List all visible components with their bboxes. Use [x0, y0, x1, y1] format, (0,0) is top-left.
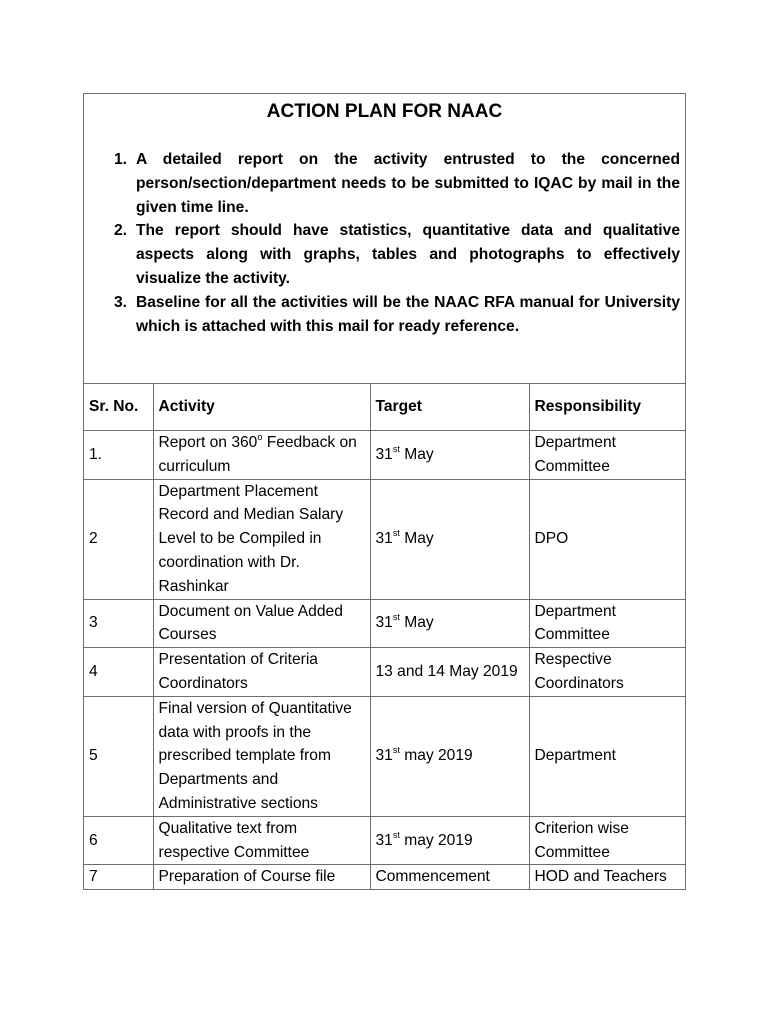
cell-target: 31st may 2019 — [370, 696, 529, 816]
instruction-text: The report should have statistics, quantitative data and qualitative aspects along with graphs, tables and photographs to effectively visualize the activity. — [136, 222, 680, 287]
cell-responsibility: Department Committee — [529, 599, 685, 648]
table-row — [84, 599, 685, 648]
header-responsibility: Responsibility — [529, 384, 685, 431]
cell-sr-no: 4 — [84, 648, 153, 697]
header-target: Target — [370, 384, 529, 431]
cell-sr-no: 5 — [84, 696, 153, 816]
cell-activity: Presentation of Criteria Coordinators — [153, 648, 370, 697]
header-sr-no: Sr. No. — [84, 384, 153, 431]
cell-activity: Final version of Quantitative data with proofs in the prescribed template from Departments and Administrative sections — [153, 696, 370, 816]
cell-activity: Document on Value Added Courses — [153, 599, 370, 648]
cell-activity: Preparation of Course file — [153, 865, 370, 889]
cell-target: 31st May — [370, 431, 529, 480]
cell-target: 31st May — [370, 479, 529, 599]
instruction-number: 3. — [114, 293, 128, 311]
table-row — [84, 696, 685, 816]
instruction-item — [114, 219, 680, 290]
instructions-list — [114, 148, 680, 338]
document-frame — [83, 93, 686, 890]
cell-sr-no: 3 — [84, 599, 153, 648]
header-activity: Activity — [153, 384, 370, 431]
cell-responsibility: Criterion wise Committee — [529, 816, 685, 865]
document-title: ACTION PLAN FOR NAAC — [266, 101, 503, 122]
cell-sr-no: 7 — [84, 865, 153, 889]
table-row — [84, 479, 685, 599]
cell-target: 31st may 2019 — [370, 816, 529, 865]
cell-target: 31st May — [370, 599, 529, 648]
cell-responsibility: DPO — [529, 479, 685, 599]
cell-activity: Qualitative text from respective Committee — [153, 816, 370, 865]
table-row — [84, 865, 685, 889]
document-header-section — [84, 94, 685, 384]
cell-responsibility: HOD and Teachers — [529, 865, 685, 889]
table-header-row — [84, 384, 685, 431]
cell-sr-no: 2 — [84, 479, 153, 599]
instruction-text: Baseline for all the activities will be the NAAC RFA manual for University which is attached with this mail for ready reference. — [136, 293, 680, 335]
cell-sr-no: 6 — [84, 816, 153, 865]
instruction-item — [114, 291, 680, 339]
cell-responsibility: Department Committee — [529, 431, 685, 480]
cell-responsibility: Respective Coordinators — [529, 648, 685, 697]
table-row — [84, 648, 685, 697]
instruction-number: 1. — [114, 151, 128, 168]
cell-responsibility: Department — [529, 696, 685, 816]
cell-activity: Department Placement Record and Median Salary Level to be Compiled in coordination with Dr. Rashinkar — [153, 479, 370, 599]
instruction-text: A detailed report on the activity entrusted to the concerned person/section/department needs to be submitted to IQAC by mail in the given time line. — [136, 151, 680, 216]
cell-target: 13 and 14 May 2019 — [370, 648, 529, 697]
cell-target: Commencement — [370, 865, 529, 889]
cell-sr-no: 1. — [84, 431, 153, 480]
table-row — [84, 431, 685, 480]
cell-activity: Report on 360$^o$ Feedback on curriculum — [153, 431, 370, 480]
action-plan-table — [84, 384, 685, 889]
instruction-item — [114, 148, 680, 219]
table-row — [84, 816, 685, 865]
instruction-number: 2. — [114, 222, 128, 240]
